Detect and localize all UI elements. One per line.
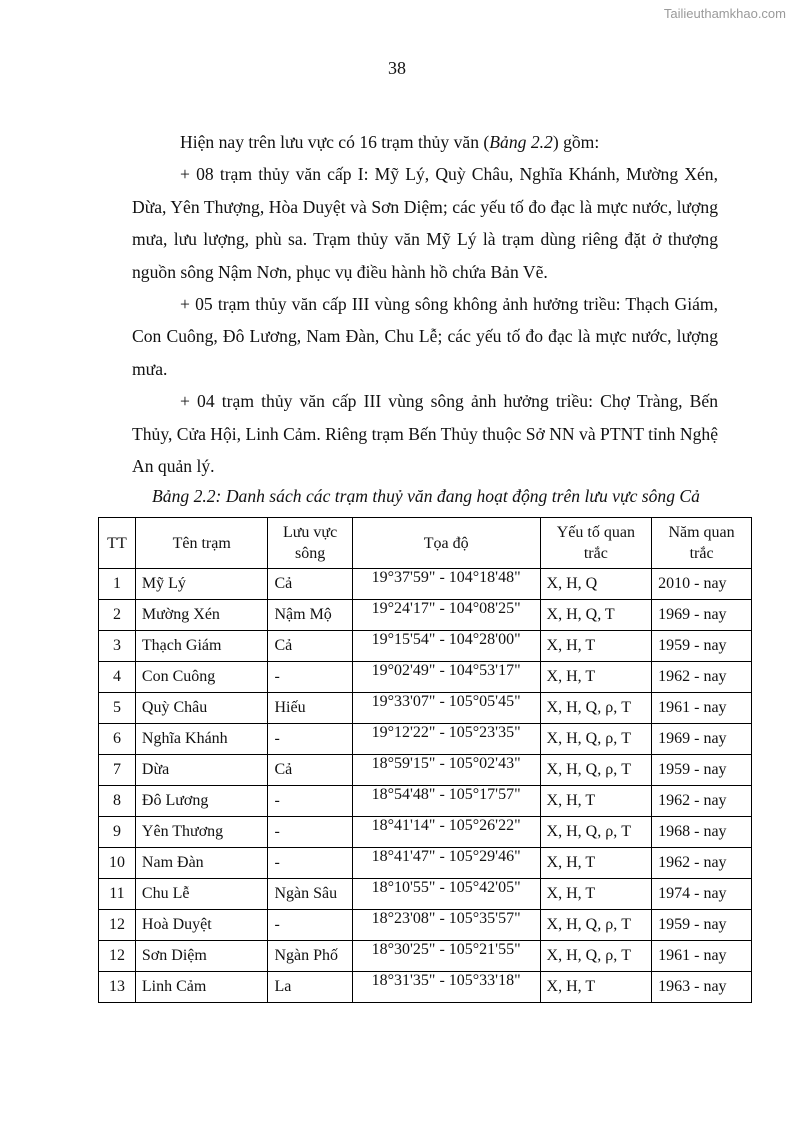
cell-elements: X, H, Q, ρ, T: [540, 724, 652, 755]
cell-tt: 13: [99, 972, 136, 1003]
table-row: [99, 972, 752, 1003]
table-row: [99, 848, 752, 879]
paragraph-level-3-tidal: + 04 trạm thủy văn cấp III vùng sông ảnh hưởng triều: Chợ Tràng, Bến Thủy, Cửa Hội, Linh Cảm. Riêng trạm Bến Thủy thuộc Sở NN và PTNT tỉnh Nghệ An quản lý.: [132, 391, 718, 477]
cell-years: 1962 - nay: [652, 786, 752, 817]
table-row: [99, 693, 752, 724]
cell-elements: X, H, Q, ρ, T: [540, 817, 652, 848]
cell-basin: Cả: [268, 631, 352, 662]
cell-coordinates: 18°30'25" - 105°21'55": [352, 941, 540, 972]
cell-tt: 7: [99, 755, 136, 786]
cell-coordinates: 19°37'59" - 104°18'48": [352, 569, 540, 600]
cell-basin: -: [268, 817, 352, 848]
cell-basin: Cả: [268, 569, 352, 600]
header-years: Năm quan trắc: [652, 518, 752, 569]
cell-basin: -: [268, 848, 352, 879]
cell-station-name: Con Cuông: [135, 662, 268, 693]
cell-coordinates: 18°54'48" - 105°17'57": [352, 786, 540, 817]
cell-tt: 2: [99, 600, 136, 631]
cell-station-name: Mường Xén: [135, 600, 268, 631]
cell-coordinates: 19°02'49" - 104°53'17": [352, 662, 540, 693]
cell-tt: 1: [99, 569, 136, 600]
cell-station-name: Nam Đàn: [135, 848, 268, 879]
cell-station-name: Thạch Giám: [135, 631, 268, 662]
cell-station-name: Mỹ Lý: [135, 569, 268, 600]
cell-elements: X, H, Q, ρ, T: [540, 693, 652, 724]
cell-elements: X, H, T: [540, 786, 652, 817]
cell-basin: Hiếu: [268, 693, 352, 724]
body-text: [132, 126, 718, 482]
table-row: [99, 724, 752, 755]
header-elements: Yếu tố quan trắc: [540, 518, 652, 569]
cell-basin: Ngàn Phố: [268, 941, 352, 972]
cell-tt: 5: [99, 693, 136, 724]
cell-station-name: Dừa: [135, 755, 268, 786]
header-basin: Lưu vực sông: [268, 518, 352, 569]
stations-table: [98, 517, 752, 1003]
table-row: [99, 941, 752, 972]
cell-coordinates: 18°41'47" - 105°29'46": [352, 848, 540, 879]
header-tt: TT: [99, 518, 136, 569]
table-row: [99, 755, 752, 786]
table-caption: Bảng 2.2: Danh sách các trạm thuỷ văn đang hoạt động trên lưu vực sông Cả: [152, 486, 700, 506]
table-row: [99, 786, 752, 817]
cell-years: 1959 - nay: [652, 910, 752, 941]
cell-station-name: Chu Lễ: [135, 879, 268, 910]
cell-station-name: Nghĩa Khánh: [135, 724, 268, 755]
table-header-row: [99, 518, 752, 569]
cell-station-name: Yên Thương: [135, 817, 268, 848]
cell-tt: 12: [99, 910, 136, 941]
watermark: Tailieuthamkhao.com: [663, 6, 786, 21]
cell-coordinates: 19°24'17" - 104°08'25": [352, 600, 540, 631]
cell-tt: 4: [99, 662, 136, 693]
intro-before: Hiện nay trên lưu vực có 16 trạm thủy văn (: [180, 132, 490, 152]
table-row: [99, 600, 752, 631]
cell-station-name: Linh Cảm: [135, 972, 268, 1003]
cell-years: 1968 - nay: [652, 817, 752, 848]
cell-years: 2010 - nay: [652, 569, 752, 600]
table-row: [99, 662, 752, 693]
cell-basin: -: [268, 662, 352, 693]
cell-coordinates: 18°59'15" - 105°02'43": [352, 755, 540, 786]
cell-years: 1961 - nay: [652, 941, 752, 972]
cell-elements: X, H, Q, ρ, T: [540, 941, 652, 972]
cell-tt: 11: [99, 879, 136, 910]
header-station-name: Tên trạm: [135, 518, 268, 569]
cell-years: 1959 - nay: [652, 631, 752, 662]
cell-years: 1969 - nay: [652, 600, 752, 631]
header-coordinates: Tọa độ: [352, 518, 540, 569]
paragraph-level-1-stations: + 08 trạm thủy văn cấp I: Mỹ Lý, Quỳ Châu, Nghĩa Khánh, Mường Xén, Dừa, Yên Thượng, Hòa Duyệt và Sơn Diệm; các yếu tố đo đạc là mực nước, lượng mưa, lưu lượng, phù sa. Trạm thủy văn Mỹ Lý là trạm dùng riêng đặt ở thượng nguồn sông Nậm Nơn, phục vụ điều hành hồ chứa Bản Vẽ.: [132, 164, 718, 282]
intro-paragraph: [132, 126, 718, 158]
cell-basin: -: [268, 786, 352, 817]
table-row: [99, 879, 752, 910]
cell-coordinates: 18°23'08" - 105°35'57": [352, 910, 540, 941]
cell-elements: X, H, T: [540, 631, 652, 662]
cell-elements: X, H, Q, ρ, T: [540, 755, 652, 786]
table-row: [99, 817, 752, 848]
cell-elements: X, H, T: [540, 662, 652, 693]
table-reference: Bảng 2.2: [489, 132, 553, 152]
paragraph-level-3-non-tidal: + 05 trạm thủy văn cấp III vùng sông không ảnh hưởng triều: Thạch Giám, Con Cuông, Đô Lương, Nam Đàn, Chu Lễ; các yếu tố đo đạc là mực nước, lượng mưa.: [132, 294, 718, 379]
cell-elements: X, H, T: [540, 972, 652, 1003]
cell-tt: 3: [99, 631, 136, 662]
cell-basin: -: [268, 910, 352, 941]
cell-years: 1962 - nay: [652, 848, 752, 879]
cell-elements: X, H, Q, T: [540, 600, 652, 631]
cell-station-name: Đô Lương: [135, 786, 268, 817]
cell-tt: 6: [99, 724, 136, 755]
cell-basin: Nậm Mộ: [268, 600, 352, 631]
cell-elements: X, H, Q: [540, 569, 652, 600]
cell-tt: 9: [99, 817, 136, 848]
cell-elements: X, H, T: [540, 879, 652, 910]
cell-station-name: Quỳ Châu: [135, 693, 268, 724]
intro-after: ) gồm:: [552, 132, 600, 152]
cell-basin: Ngàn Sâu: [268, 879, 352, 910]
table-row: [99, 631, 752, 662]
page-number: 38: [388, 58, 406, 78]
cell-basin: Cả: [268, 755, 352, 786]
table-row: [99, 910, 752, 941]
cell-tt: 12: [99, 941, 136, 972]
cell-coordinates: 19°12'22" - 105°23'35": [352, 724, 540, 755]
cell-years: 1961 - nay: [652, 693, 752, 724]
cell-coordinates: 18°10'55" - 105°42'05": [352, 879, 540, 910]
table-row: [99, 569, 752, 600]
cell-tt: 8: [99, 786, 136, 817]
cell-elements: X, H, Q, ρ, T: [540, 910, 652, 941]
cell-years: 1969 - nay: [652, 724, 752, 755]
cell-years: 1974 - nay: [652, 879, 752, 910]
cell-tt: 10: [99, 848, 136, 879]
cell-station-name: Hoà Duyệt: [135, 910, 268, 941]
cell-basin: -: [268, 724, 352, 755]
cell-station-name: Sơn Diệm: [135, 941, 268, 972]
cell-years: 1962 - nay: [652, 662, 752, 693]
cell-coordinates: 18°31'35" - 105°33'18": [352, 972, 540, 1003]
cell-years: 1959 - nay: [652, 755, 752, 786]
cell-elements: X, H, T: [540, 848, 652, 879]
cell-coordinates: 19°33'07" - 105°05'45": [352, 693, 540, 724]
cell-years: 1963 - nay: [652, 972, 752, 1003]
cell-coordinates: 18°41'14" - 105°26'22": [352, 817, 540, 848]
cell-basin: La: [268, 972, 352, 1003]
cell-coordinates: 19°15'54" - 104°28'00": [352, 631, 540, 662]
